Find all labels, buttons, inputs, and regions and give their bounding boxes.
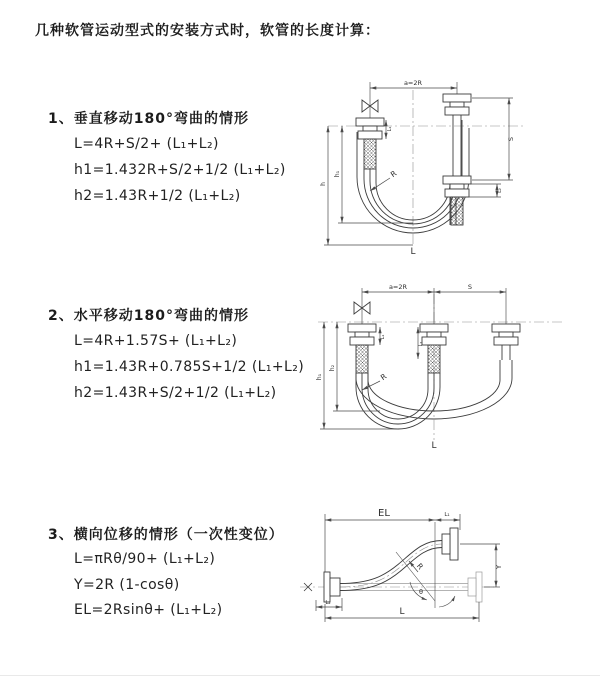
- section-2-heading: 2、水平移动180°弯曲的情形: [48, 308, 249, 324]
- radius-label: R: [378, 371, 389, 383]
- section-1-formula-l: L=4R+S/2+ (L₁+L₂): [74, 136, 219, 152]
- dim-label-h-inner: h₂: [329, 364, 336, 372]
- braid-hatch-middle: [428, 345, 440, 373]
- dimension-lines: [324, 88, 513, 245]
- dim-label-h-outer: h: [320, 182, 327, 186]
- radius-label: R: [388, 168, 399, 180]
- dim-label-s: S: [467, 283, 473, 291]
- pipe-fittings: [348, 288, 520, 373]
- braid-hatch-left: [364, 139, 376, 169]
- length-label: L: [410, 247, 416, 256]
- dim-label-el: EL: [378, 508, 390, 519]
- section-2-formula-l: L=4R+1.57S+ (L₁+L₂): [74, 333, 238, 349]
- dim-label-l2: L₂: [497, 188, 503, 193]
- dim-label-h-outer: h₁: [316, 373, 323, 381]
- length-label: L: [431, 441, 437, 451]
- dim-label-l2: L₂: [325, 600, 331, 606]
- section-2-formula-h1: h1=1.43R+0.785S+1/2 (L₁+L₂): [74, 359, 305, 375]
- braid-hatch-left: [356, 345, 368, 373]
- dim-label-h-inner: h₁: [334, 170, 341, 178]
- dim-label-l1: L₁: [444, 512, 450, 518]
- dim-label-l2: L₂: [418, 341, 424, 347]
- diagram-horizontal-180-bend: [310, 282, 570, 452]
- section-3-formula-y: Y=2R (1-cosθ): [74, 577, 180, 593]
- diagram-lateral-displacement: [298, 500, 598, 645]
- section-3-heading: 3、横向位移的情形（一次性变位）: [48, 527, 284, 543]
- length-label: L: [399, 607, 405, 617]
- radius-label: R: [414, 561, 426, 572]
- dim-label-l1: L₁: [387, 126, 393, 132]
- section-1-formula-h1: h1=1.432R+S/2+1/2 (L₁+L₂): [74, 162, 286, 178]
- dimension-lines: [320, 292, 506, 429]
- section-1-heading: 1、垂直移动180°弯曲的情形: [48, 111, 249, 127]
- dim-label-a2r: a=2R: [388, 283, 408, 291]
- braid-hatch-right: [451, 197, 463, 225]
- angle-label-theta: θ: [419, 588, 423, 596]
- section-2-formula-h2: h2=1.43R+S/2+1/2 (L₁+L₂): [74, 385, 277, 401]
- section-3-formula-el: EL=2Rsinθ+ (L₁+L₂): [74, 602, 223, 618]
- section-3-formula-l: L=πRθ/90+ (L₁+L₂): [74, 551, 216, 567]
- section-1-formula-h2: h2=1.43R+1/2 (L₁+L₂): [74, 188, 241, 204]
- hose-curves: [340, 541, 442, 591]
- dim-label-l1: L₁: [380, 334, 386, 340]
- diagram-vertical-180-bend: [312, 76, 567, 256]
- dim-label-y: Y: [495, 564, 503, 570]
- dim-label-s: S: [507, 136, 515, 142]
- dimension-lines: [316, 514, 500, 622]
- page-title: 几种软管运动型式的安装方式时，软管的长度计算：: [35, 23, 380, 39]
- dim-label-a2r: a=2R: [403, 79, 423, 87]
